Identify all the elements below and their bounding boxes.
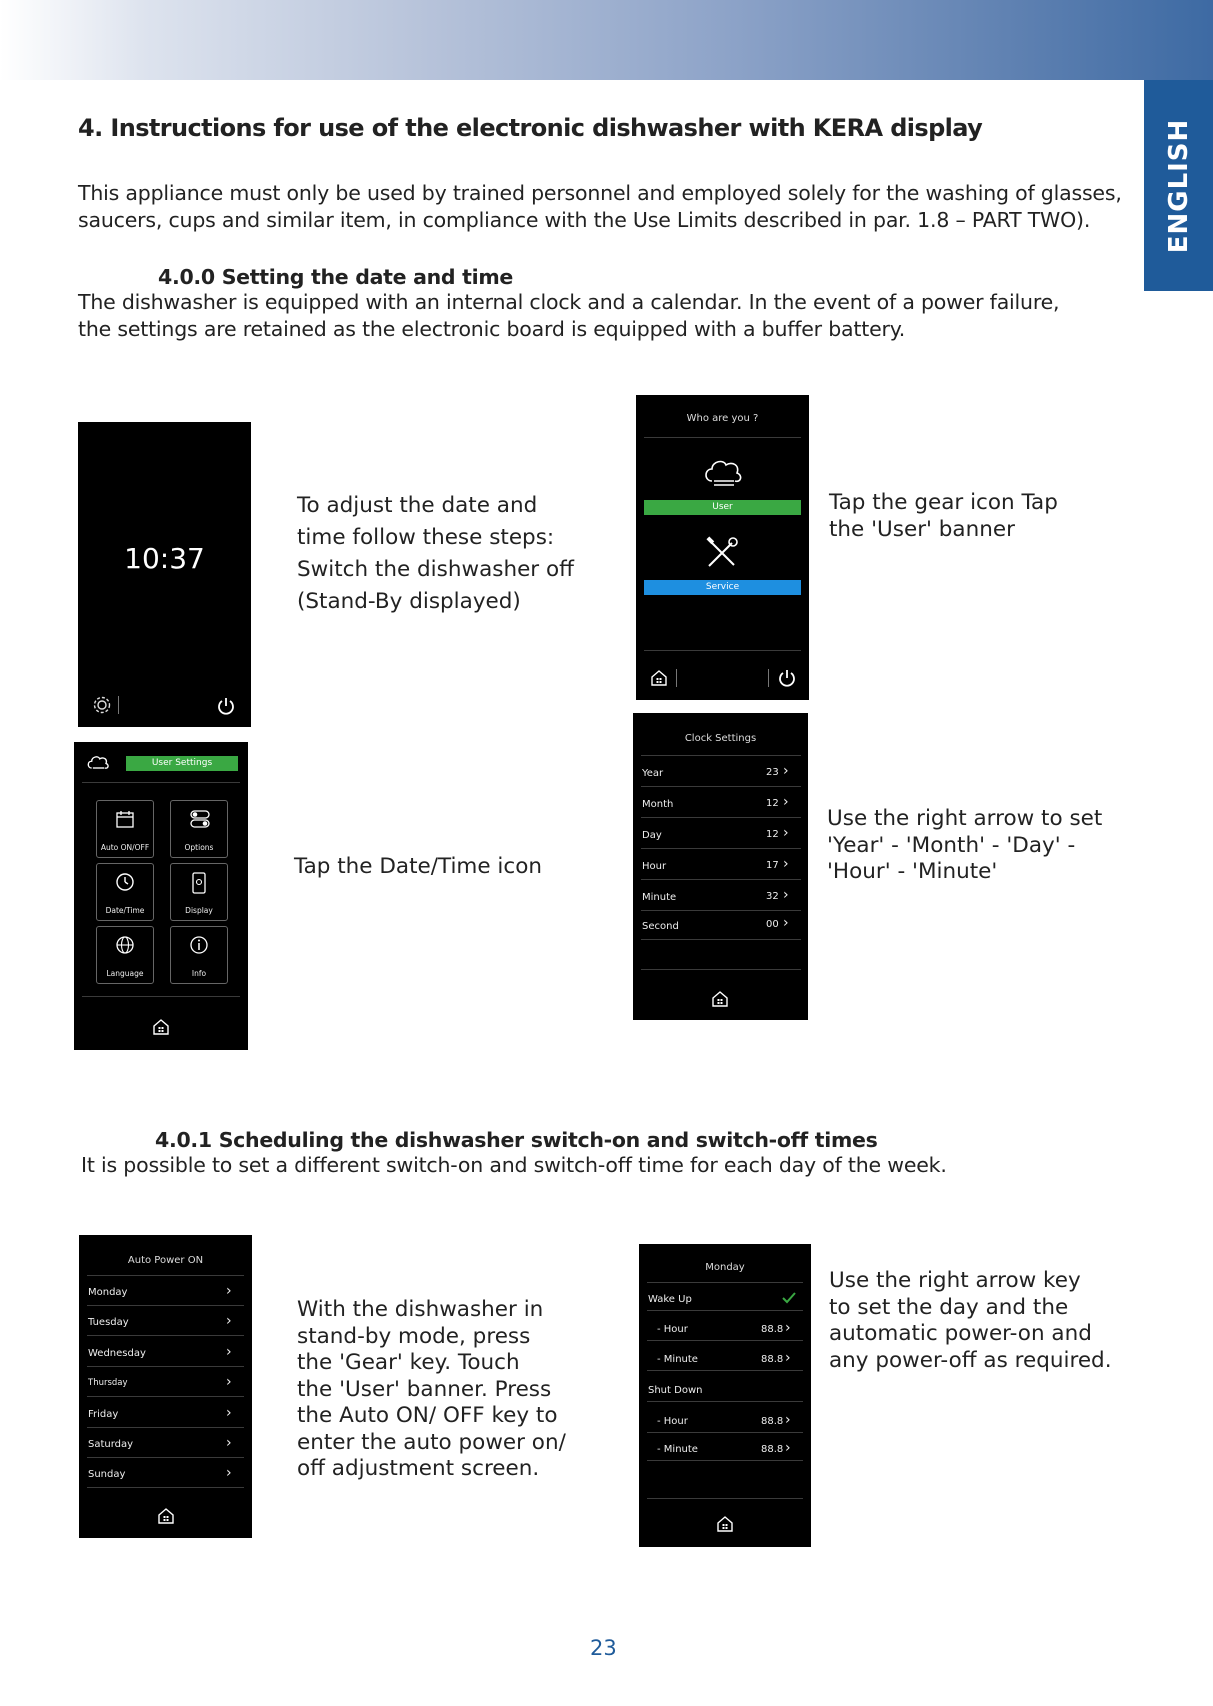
chevron-right-icon[interactable]: › <box>226 1405 232 1421</box>
step5-line: the Auto ON/ OFF key to <box>297 1403 558 1428</box>
divider <box>641 910 801 911</box>
divider <box>676 669 677 687</box>
clock-row-label: Minute <box>642 892 677 903</box>
step6-text <box>829 1268 1112 1374</box>
power-icon[interactable] <box>777 668 797 688</box>
clock-row-label: Second <box>642 921 679 932</box>
schedule-row-value: 88.8 <box>761 1444 784 1455</box>
step5-line: off adjustment screen. <box>297 1456 540 1481</box>
tools-icon <box>704 535 740 571</box>
day-label: Saturday <box>88 1439 134 1450</box>
auto-on-off-tile[interactable] <box>96 800 154 858</box>
divider <box>641 786 801 787</box>
step3-text: Tap the Date/Time icon <box>294 854 543 879</box>
day-label: Friday <box>88 1409 119 1420</box>
divider <box>82 996 240 997</box>
section-title: 4. Instructions for use of the electronic dishwasher with KERA display <box>78 114 983 142</box>
schedule-row-label: - Minute <box>657 1354 698 1365</box>
step4-line: 'Hour' - 'Minute' <box>827 859 998 884</box>
home-icon[interactable] <box>716 1515 734 1533</box>
step1-line: time follow these steps: <box>297 525 555 550</box>
chef-hat-icon <box>86 754 110 774</box>
step4-text <box>827 806 1102 886</box>
divider <box>87 1366 244 1367</box>
language-tile[interactable] <box>96 926 154 984</box>
divider <box>647 1310 803 1311</box>
divider <box>87 1305 244 1306</box>
divider <box>647 1401 803 1402</box>
step5-line: stand-by mode, press <box>297 1323 531 1349</box>
step1-line: To adjust the date and <box>297 493 538 518</box>
divider <box>768 669 769 687</box>
tile-label: Display <box>185 906 213 915</box>
divider <box>87 1457 244 1458</box>
clock-row-label: Day <box>642 830 662 841</box>
home-icon[interactable] <box>152 1018 170 1036</box>
screen-title: Who are you ? <box>686 413 759 424</box>
clock-row-label: Hour <box>642 861 667 872</box>
divider <box>87 1335 244 1336</box>
schedule-row-value: 88.8 <box>761 1324 784 1335</box>
chevron-right-icon[interactable]: › <box>783 887 789 903</box>
clock-row-value: 23 <box>766 767 779 778</box>
divider <box>87 1396 244 1397</box>
step5-line: the 'Gear' key. Touch <box>297 1350 520 1375</box>
chevron-right-icon[interactable]: › <box>783 915 789 931</box>
day-label: Sunday <box>88 1469 126 1480</box>
chevron-right-icon[interactable]: › <box>226 1313 232 1329</box>
sub400-line-2: the settings are retained as the electronic board is equipped with a buffer battery. <box>78 317 906 341</box>
day-label: Thursday <box>88 1378 128 1388</box>
monday-schedule-screen <box>639 1244 811 1547</box>
screen-title: Auto Power ON <box>127 1255 204 1266</box>
step2-text <box>829 490 1058 543</box>
divider <box>87 1427 244 1428</box>
step2-line: Tap the gear icon Tap <box>829 490 1058 515</box>
chevron-right-icon[interactable]: › <box>226 1374 232 1390</box>
schedule-row-label: - Minute <box>657 1444 698 1455</box>
divider <box>647 1460 803 1461</box>
clock-row-value: 00 <box>766 919 779 930</box>
divider <box>647 1498 803 1499</box>
step6-line: automatic power-on and <box>829 1321 1092 1346</box>
intro-line-2: saucers, cups and similar item, in compliance with the Use Limits described in par. 1.8 – PART TWO). <box>78 208 1091 232</box>
language-label: ENGLISH <box>1163 118 1194 253</box>
service-banner[interactable]: Service <box>644 580 801 595</box>
user-settings-banner: User Settings <box>126 756 238 771</box>
schedule-row-label: - Hour <box>657 1416 688 1427</box>
subsection-heading-4-0-0: 4.0.0 Setting the date and time <box>158 265 514 289</box>
day-label: Wednesday <box>88 1348 146 1359</box>
chevron-right-icon[interactable]: › <box>226 1465 232 1481</box>
sub401-line-1: It is possible to set a different switch-on and switch-off time for each day of the week. <box>81 1153 947 1177</box>
divider <box>644 650 801 651</box>
auto-power-on-screen <box>79 1235 252 1538</box>
step6-line: any power-off as required. <box>829 1347 1112 1373</box>
day-label: Monday <box>88 1287 128 1298</box>
chevron-right-icon[interactable]: › <box>226 1283 232 1299</box>
screen-title: Monday <box>705 1262 745 1273</box>
step4-line: Use the right arrow to set <box>827 806 1103 831</box>
page-number: 23 <box>590 1636 617 1660</box>
globe-icon <box>115 935 135 955</box>
wake-up-label: Wake Up <box>648 1294 692 1305</box>
divider <box>647 1370 803 1371</box>
chevron-right-icon[interactable]: › <box>783 763 789 779</box>
divider <box>87 1487 244 1488</box>
step1-text <box>297 490 574 618</box>
step2-line: the 'User' banner <box>829 516 1015 542</box>
divider <box>647 1432 803 1433</box>
tile-label: Language <box>106 969 144 978</box>
chevron-right-icon[interactable]: › <box>785 1440 791 1456</box>
clock-row-value: 17 <box>766 860 779 871</box>
chevron-right-icon[interactable]: › <box>226 1435 232 1451</box>
power-icon[interactable] <box>216 696 236 716</box>
divider <box>641 879 801 880</box>
home-icon[interactable] <box>157 1507 175 1525</box>
phone-brightness-icon <box>189 872 209 894</box>
standby-clock: 10:37 <box>124 542 205 575</box>
schedule-row-label: - Hour <box>657 1324 688 1335</box>
who-are-you-screen <box>636 395 809 700</box>
header-gradient-band <box>0 0 1213 80</box>
divider <box>641 939 801 940</box>
tile-label: Auto ON/OFF <box>100 843 150 852</box>
info-tile[interactable] <box>170 926 228 984</box>
gear-icon[interactable] <box>92 695 112 715</box>
step1-line: Switch the dishwasher off <box>297 557 574 582</box>
chevron-right-icon[interactable]: › <box>783 856 789 872</box>
divider <box>644 437 801 438</box>
chevron-right-icon[interactable]: › <box>226 1344 232 1360</box>
options-tile[interactable] <box>170 800 228 858</box>
clock-row-label: Month <box>642 799 674 810</box>
chevron-right-icon[interactable]: › <box>785 1412 791 1428</box>
clock-settings-screen <box>633 713 808 1020</box>
tile-label: Options <box>184 843 214 852</box>
info-icon <box>189 935 209 955</box>
step6-line: Use the right arrow key <box>829 1268 1081 1293</box>
chevron-right-icon[interactable]: › <box>785 1320 791 1336</box>
tile-label: Date/Time <box>105 906 145 915</box>
divider <box>647 1340 803 1341</box>
calendar-icon <box>115 809 135 829</box>
user-banner[interactable]: User <box>644 500 801 515</box>
step6-line: to set the day and the <box>829 1294 1069 1320</box>
user-settings-screen <box>74 742 248 1050</box>
intro-line-1: This appliance must only be used by trained personnel and employed solely for the washing of glasses, <box>78 181 1122 205</box>
clock-icon <box>115 872 135 892</box>
divider <box>647 1282 803 1283</box>
divider <box>641 755 801 756</box>
divider <box>87 1275 244 1276</box>
chevron-right-icon[interactable]: › <box>785 1350 791 1366</box>
clock-row-value: 32 <box>766 891 779 902</box>
divider <box>641 817 801 818</box>
home-icon[interactable] <box>711 990 729 1008</box>
sub400-line-1: The dishwasher is equipped with an internal clock and a calendar. In the event of a power failure, <box>78 290 1060 314</box>
step4-line: 'Year' - 'Month' - 'Day' - <box>827 832 1076 858</box>
display-tile[interactable] <box>170 863 228 921</box>
clock-row-value: 12 <box>766 829 779 840</box>
clock-row-label: Year <box>642 768 664 779</box>
checkmark-icon[interactable] <box>782 1292 796 1304</box>
step5-line: enter the auto power on/ <box>297 1429 566 1455</box>
standby-screen <box>78 422 251 727</box>
step5-text <box>297 1297 566 1483</box>
chevron-right-icon[interactable]: › <box>783 794 789 810</box>
clock-row-value: 12 <box>766 798 779 809</box>
screen-title: Clock Settings <box>684 733 757 744</box>
shut-down-label: Shut Down <box>648 1385 703 1396</box>
divider <box>641 969 801 970</box>
language-tab <box>1144 80 1213 291</box>
chevron-right-icon[interactable]: › <box>783 825 789 841</box>
subsection-heading-4-0-1: 4.0.1 Scheduling the dishwasher switch-on and switch-off times <box>155 1128 878 1152</box>
step5-line: the 'User' banner. Press <box>297 1376 552 1402</box>
step1-line: (Stand-By displayed) <box>297 589 521 614</box>
divider <box>118 696 119 714</box>
divider <box>641 848 801 849</box>
schedule-row-value: 88.8 <box>761 1416 784 1427</box>
toggles-icon <box>189 809 211 829</box>
tile-label: Info <box>191 969 207 978</box>
day-label: Tuesday <box>88 1317 129 1328</box>
chef-hat-icon <box>702 457 744 491</box>
step5-line: With the dishwasher in <box>297 1297 544 1322</box>
home-icon[interactable] <box>650 669 668 687</box>
divider <box>82 782 240 783</box>
date-time-tile[interactable] <box>96 863 154 921</box>
schedule-row-value: 88.8 <box>761 1354 784 1365</box>
